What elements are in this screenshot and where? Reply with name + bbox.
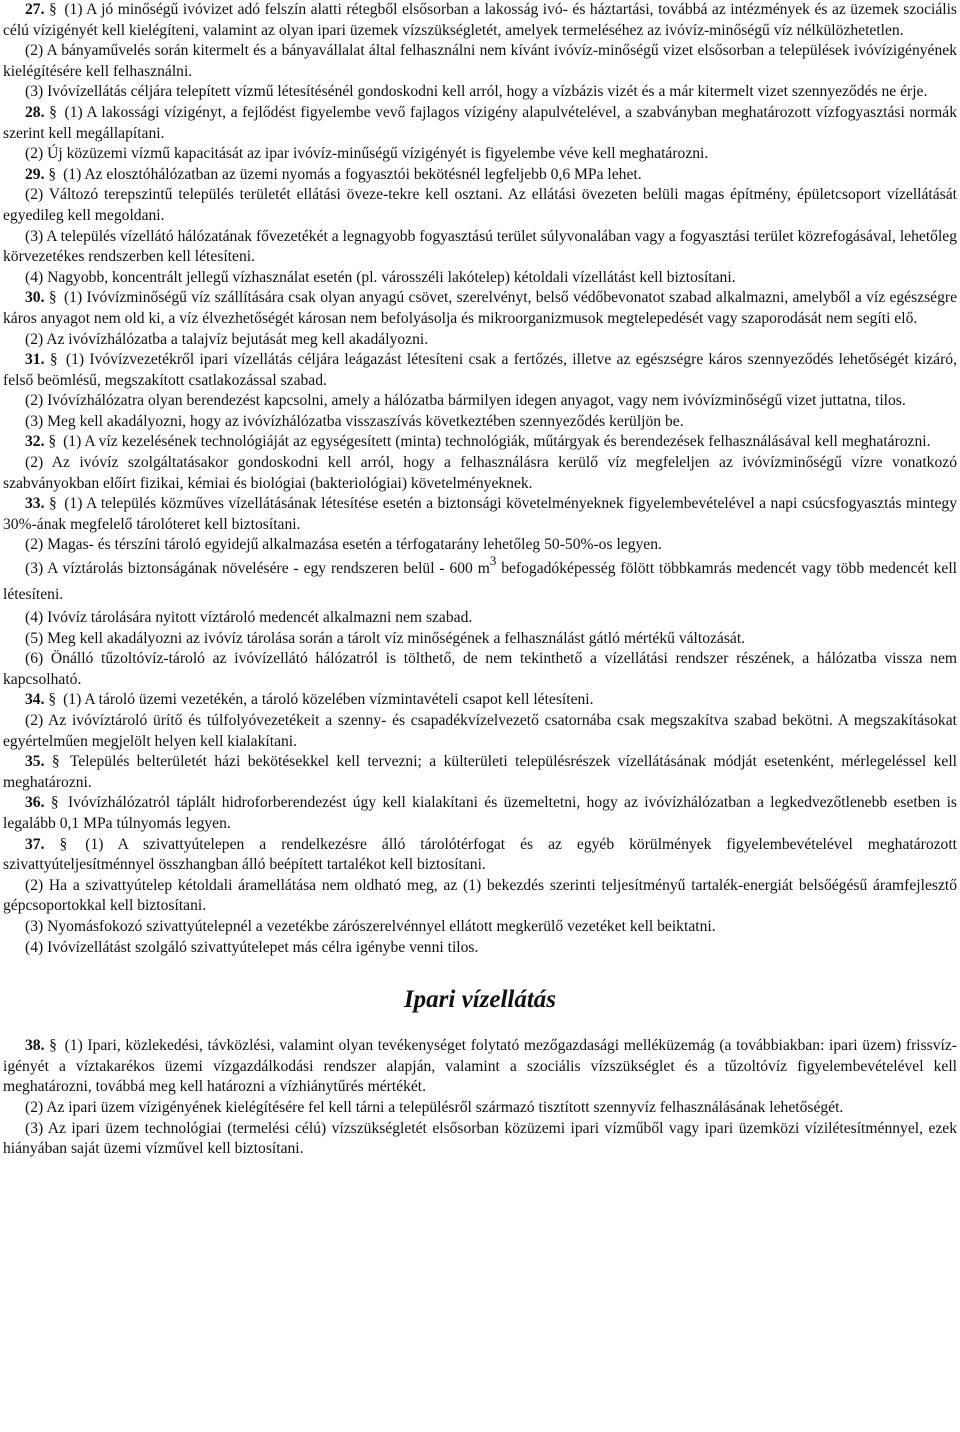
paragraph-31-2 [3, 391, 957, 412]
section-number: 28. [25, 103, 45, 121]
paragraph-text: (1) A lakossági vízigényt, a fejlődést figyelembe vevő fajlagos vízigény alapulvételével, a szabványban meghatározott vízfogyasztási normák szerint kell megállapítani. [3, 103, 958, 142]
paragraph-text: Település belterületét házi bekötésekkel kell tervezni; a külterületi településrészek vízellátásának módját esetenként, mérlegeléssel kell meghatározni. [3, 753, 957, 791]
paragraph-text: (3) A település vízellátó hálózatának fővezetékét a legnagyobb fogyasztású terület súlyvonalában vagy a fogyasztási terület közrefogásával, lehetőleg körvezetékes rendszerben kell létesíteni. [3, 227, 957, 266]
section-number: 38. [25, 1037, 45, 1055]
section-sign: § [48, 433, 57, 451]
paragraph-36 [3, 793, 957, 834]
section-number: 30. [25, 289, 45, 307]
section-sign: § [49, 1037, 57, 1055]
section-number: 27. [25, 1, 45, 18]
paragraph-32-2 [3, 453, 957, 494]
paragraph-text: (2) Ha a szivattyútelep kétoldali áramellátása nem oldható meg, az (1) bekezdés szerinti teljesítményű tartalék-energiát belsőégésű áramfejlesztő gépcsoportokkal kell biztosítani. [3, 876, 957, 915]
section-heading: Ipari vízellátás [403, 986, 557, 1014]
paragraph-text: (2) Az ivóvíztároló ürítő és túlfolyóvezetékeit a szenny- és csapadékvízelvezető csatornába csak megszakítva szabad bekötni. A megszakításokat egyértelműen megjelölt helyen kell kialakítani. [3, 712, 957, 750]
section-sign: § [51, 753, 60, 771]
section-number: 29. [25, 165, 45, 183]
paragraph-text: (2) Az ivóvízhálózatba a talajvíz bejutását meg kell akadályozni. [25, 330, 429, 348]
section-sign: § [49, 103, 57, 121]
paragraph-text: (2) Az ivóvíz szolgáltatásakor gondoskodni kell arról, hogy a felhasználásra kerülő víz megfeleljen az ivóvízminőségű vízre vonatkozó szabványokban előírt fizikai, kémiai és biológiai (bakteriológiai) követelményeknek. [3, 454, 957, 492]
paragraph-text: (1) Ivóvízvezetékről ipari vízellátás céljára leágazást létesíteni csak a fertőzés, illetve az egészségre káros szennyeződés lehetőségét kizáró, felső beömlésű, megszakított csatlakozással szabad. [3, 351, 957, 389]
paragraph-37-4 [3, 938, 957, 959]
paragraph-30-1 [3, 288, 957, 329]
section-number: 33. [25, 495, 45, 513]
paragraph-text: (2) A bányaművelés során kitermelt és a bányavállalat által felhasználni nem kívánt ivóvíz-minőségű vizet elsősorban a települések ivóvízigényének kielégítésére kell felhasználni. [3, 42, 957, 80]
paragraph-29-2 [3, 185, 957, 226]
paragraph-38-2 [3, 1098, 957, 1119]
paragraph-text: (2) Új közüzemi vízmű kapacitását az ipar ivóvíz-minűségű vízigényét is figyelembe véve kell meghatározni. [25, 145, 709, 163]
superscript: 3 [489, 553, 497, 569]
section-number: 31. [25, 351, 45, 369]
section-sign: § [49, 1, 57, 18]
paragraph-text: (4) Ivóvíz tárolására nyitott víztároló medencét alkalmazni nem szabad. [25, 609, 473, 627]
paragraph-text: (2) Változó terepszintű település területét ellátási öveze-tekre kell osztani. Az ellátási övezeten belüli magas építmény, épületcsoport vízellátását egyedileg kell megoldani. [3, 186, 957, 224]
paragraph-29-3 [3, 227, 957, 268]
section-sign: § [48, 495, 57, 513]
paragraph-text: (4) Ivóvízellátást szolgáló szivattyútelepet más célra igénybe venni tilos. [25, 938, 479, 956]
paragraph-text: (1) Az elosztóhálózatban az üzemi nyomás a fogyasztói bekötésnél legfeljebb 0,6 MPa lehet. [63, 165, 642, 183]
paragraph-text: (2) Magas- és térszíni tároló egyidejű alkalmazása esetén a térfogatarány lehetőleg 50-50%-os legyen. [25, 536, 662, 554]
paragraph-28-1 [3, 103, 957, 144]
paragraph-33-1 [3, 494, 957, 535]
paragraph-text: (1) A település közműves vízellátásának létesítése esetén a biztonsági követelményeknek figyelembevételével a napi csúcsfogyasztás mintegy 30%-ának megfelelő tárolóteret kell biztosítani. [3, 495, 957, 533]
section-number: 35. [25, 753, 45, 771]
paragraph-text: Ivóvízhálózatról táplált hidroforberendezést úgy kell kialakítani és üzemeltetni, hogy az ivóvízhálózatban a legkedvezőtlenebb esetben is legalább 0,1 MPa túlnyomás legyen. [3, 794, 957, 832]
section-sign: § [48, 289, 57, 307]
paragraph-text: (1) Ivóvízminőségű víz szállítására csak olyan anyagú csövet, szerelvényt, belső védőbevonatot szabad alkalmazni, amelyből a víz egészségre káros anyagot nem old ki, a víz élvezhetőségét károsan nem befolyásolja és mikroorganizmusok megtelepedését vagy szaporodását nem segíti elő. [3, 289, 957, 327]
paragraph-27-2 [3, 41, 957, 82]
paragraph-29-1 [3, 165, 957, 186]
paragraph-text: (3) Meg kell akadályozni, hogy az ivóvízhálózatba visszaszívás következtében szennyeződés kerüljön be. [25, 412, 684, 430]
paragraph-text: (1) A tároló üzemi vezetékén, a tároló közelében vízmintavételi csapot kell létesíteni. [63, 691, 594, 709]
paragraph-38-3 [3, 1119, 957, 1160]
paragraph-text: (1) A szivattyútelepen a rendelkezésre álló tárolótérfogat és az egyéb körülmények figyelembevételével meghatározott szivattyúteljesítménnyel összhangban álló beépített tartalékot kell biztosítani. [3, 835, 958, 874]
section-sign: § [48, 165, 57, 183]
paragraph-text: (3) Az ipari üzem technológiai (termelési célú) vízszükségletét elsősorban közüzemi ipari vízműből vagy ipari üzemközi vízilétesítménnyel, ezek hiányában saját üzemi vízművel kell biztosítani. [3, 1119, 957, 1158]
paragraph-34-1 [3, 690, 957, 711]
section-sign: § [59, 835, 68, 853]
paragraph-text: (1) A jó minőségű ivóvizet adó felszín alatti rétegből elsősorban a lakosság ivó- és háztartási, továbbá az intézmények és az üzemek szociális célú vízigényét kell kielégíteni, valamint az olyan ipari üzemek vízszükségletét, amelyek termeléséhez az ivóvíz-minőségű víz nélkülözhetetlen. [3, 1, 957, 39]
section-number: 34. [25, 691, 45, 709]
paragraph-33-5 [3, 629, 957, 650]
paragraph-text: (6) Önálló tűzoltóvíz-tároló az ivóvízellátó hálózatról is tölthető, de nem tekinthető a vízellátási rendszer részének, a hálózatba vissza nem kapcsolható. [3, 650, 957, 688]
paragraph-35 [3, 752, 957, 793]
section-sign: § [49, 351, 58, 369]
paragraph-38-1 [3, 1036, 957, 1098]
paragraph-text: (4) Nagyobb, koncentrált jellegű vízhasználat esetén (pl. városszéli lakótelep) kétoldali vízellátást kell biztosítani. [25, 268, 736, 286]
paragraph-37-3 [3, 917, 957, 938]
section-number: 37. [25, 835, 45, 853]
paragraph-31-3 [3, 412, 957, 433]
paragraph-32-1 [3, 432, 957, 453]
paragraph-33-3 [3, 553, 957, 608]
section-number: 36. [25, 794, 45, 812]
paragraph-text: (3) Nyomásfokozó szivattyútelepnél a vezetékbe zárószerelvénnyel ellátott megkerülő vezetéket kell beiktatni. [25, 917, 716, 935]
paragraph-27-1 [3, 0, 957, 41]
paragraph-text: (1) Ipari, közlekedési, távközlési, valamint olyan tevékenységet folytató mezőgazdasági melléküzemág (a továbbiakban: ipari üzem) frissvíz-igényét a víztakarékos üzemi vízgazdálkodási rendszer alapján, valamint a szociális vízszükséglet és a tűzoltóvíz figyelembevételével kell meghatározni, továbbá meg kell határozni a vízhiánytűrés mértékét. [3, 1037, 957, 1096]
paragraph-29-4 [3, 268, 957, 289]
section-number: 32. [25, 433, 45, 451]
paragraph-27-3 [3, 82, 957, 103]
paragraph-31-1 [3, 350, 957, 391]
paragraph-text: befogadóképesség fölött többkamrás medencét vagy több medencét kell létesíteni. [3, 560, 957, 604]
paragraph-text: (1) A víz kezelésének technológiáját az egységesített (minta) technológiák, műtárgyak és berendezések felhasználásával kell meghatározni. [63, 433, 931, 451]
paragraph-37-2 [3, 876, 957, 917]
paragraph-33-2 [3, 535, 957, 556]
paragraph-34-2 [3, 711, 957, 752]
section-sign: § [48, 691, 57, 709]
section-sign: § [50, 794, 59, 812]
paragraph-33-6 [3, 649, 957, 690]
paragraph-text: (3) Ivóvízellátás céljára telepített vízmű létesítésénél gondoskodni kell arról, hogy a vízbázis vizét és a már kitermelt vizet szennyeződés ne érje. [25, 83, 928, 101]
paragraph-33-4 [3, 608, 957, 629]
paragraph-37-1 [3, 835, 957, 876]
paragraph-text: (2) Az ipari üzem vízigényének kielégítésére fel kell tárni a településről származó tisztított szennyvíz felhasználásának lehetőségét. [25, 1098, 844, 1116]
paragraph-text: (3) A víztárolás biztonságának növelésére - egy rendszeren belül - 600 m [25, 560, 490, 578]
paragraph-30-2 [3, 330, 957, 351]
paragraph-text: (2) Ivóvízhálózatra olyan berendezést kapcsolni, amely a hálózatba bármilyen idegen anyagot, vagy nem ivóvízminőségű vizet juttatna, tilos. [25, 392, 906, 410]
paragraph-text: (5) Meg kell akadályozni az ivóvíz tárolása során a tárolt víz minőségének a felhasználást gátló mértékű változását. [25, 629, 746, 647]
paragraph-28-2 [3, 144, 957, 165]
